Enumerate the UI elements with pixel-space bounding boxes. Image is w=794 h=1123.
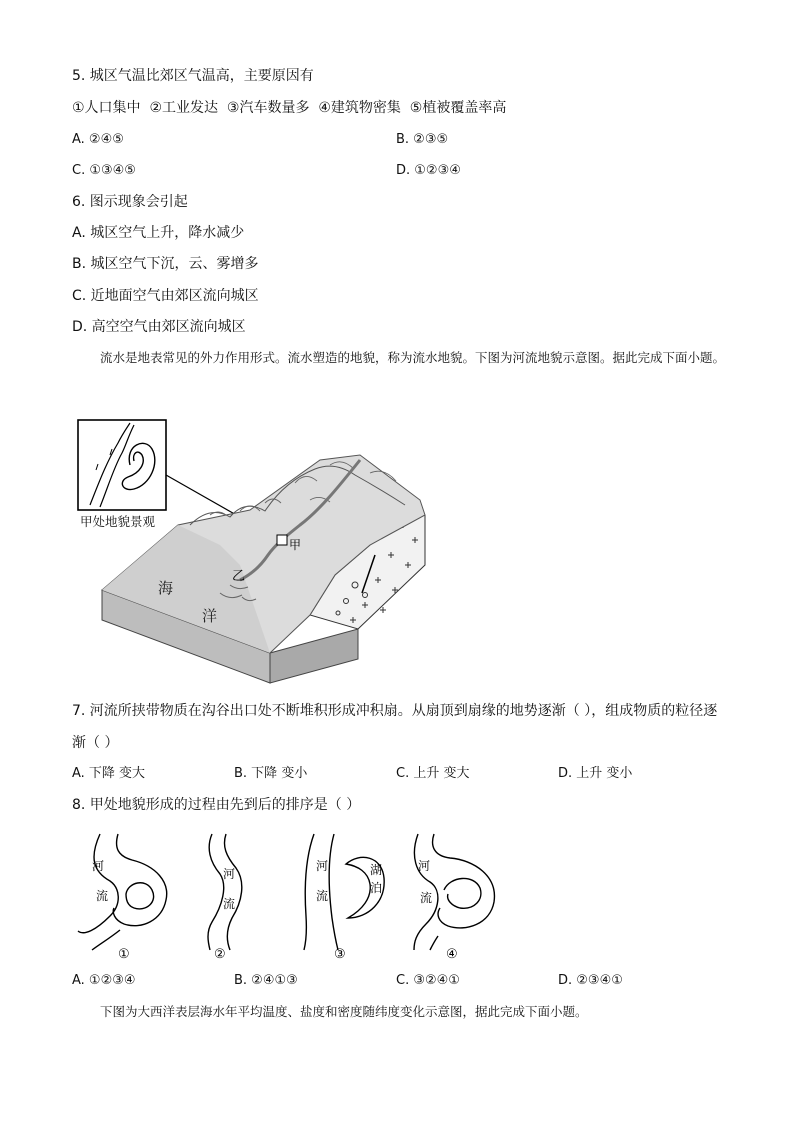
panel-2-label-he: 河 <box>223 867 236 881</box>
q7-option-b: B. 下降 变小 <box>234 766 308 781</box>
q5-factors: ①人口集中 ②工业发达 ③汽车数量多 ④建筑物密集 ⑤植被覆盖率高 <box>72 100 507 116</box>
panel-4-label-he: 河 <box>418 859 431 873</box>
panel-2 <box>208 834 242 962</box>
panel-2-number: ② <box>214 947 226 962</box>
panel-4-label-liu: 流 <box>420 891 433 905</box>
q5-option-b: B. ②③⑤ <box>396 132 449 147</box>
panel-1-label-he: 河 <box>92 859 105 873</box>
panel-3-label-hu: 湖 <box>370 863 383 877</box>
q5-option-a: A. ②④⑤ <box>72 132 124 147</box>
q5-option-d: D. ①②③④ <box>396 163 461 178</box>
meander-sequence-figure <box>70 826 510 966</box>
panel-3 <box>304 834 384 962</box>
q7-stem-line2: 渐（ ） <box>72 735 119 751</box>
inset-caption: 甲处地貌景观 <box>80 514 156 529</box>
panel-3-label-bo: 泊 <box>370 881 383 895</box>
q6-stem: 6. 图示现象会引起 <box>72 194 188 210</box>
q7-option-c: C. 上升 变大 <box>396 766 470 781</box>
intro-paragraph-2: 下图为大西洋表层海水年平均温度、盐度和密度随纬度变化示意图，据此完成下面小题。 <box>100 1004 588 1019</box>
panel-1-number: ① <box>118 947 130 962</box>
label-jia: 甲 <box>289 538 302 552</box>
inset-box <box>78 420 166 510</box>
panel-4 <box>414 834 494 962</box>
q6-option-b: B. 城区空气下沉，云、雾增多 <box>72 256 259 272</box>
river-landform-figure <box>70 415 450 685</box>
panel-1 <box>78 834 167 962</box>
q8-option-c: C. ③②④① <box>396 973 460 988</box>
panel-4-number: ④ <box>446 947 458 962</box>
q7-option-d: D. 上升 变小 <box>558 766 633 781</box>
label-hai: 海 <box>158 579 174 597</box>
jia-marker <box>277 535 287 545</box>
q5-stem: 5. 城区气温比郊区气温高，主要原因有 <box>72 68 314 84</box>
label-yi: 乙 <box>232 569 246 584</box>
q7-stem-line1: 7. 河流所挟带物质在沟谷出口处不断堆积形成冲积扇。从扇顶到扇缘的地势逐渐（ ），组成物质的粒径逐 <box>72 703 718 719</box>
panel-3-label-liu: 流 <box>316 889 329 903</box>
q7-option-a: A. 下降 变大 <box>72 766 146 781</box>
q6-option-d: D. 高空空气由郊区流向城区 <box>72 319 246 335</box>
q6-option-c: C. 近地面空气由郊区流向城区 <box>72 288 259 304</box>
label-yang: 洋 <box>202 607 218 625</box>
q8-option-d: D. ②③④① <box>558 973 623 988</box>
panel-2-label-liu: 流 <box>223 897 236 911</box>
intro-paragraph-1: 流水是地表常见的外力作用形式。流水塑造的地貌，称为流水地貌。下图为河流地貌示意图。据此完成下面小题。 <box>100 350 726 365</box>
q8-option-b: B. ②④①③ <box>234 973 298 988</box>
q8-option-a: A. ①②③④ <box>72 973 136 988</box>
panel-3-number: ③ <box>334 947 346 962</box>
q5-option-c: C. ①③④⑤ <box>72 163 136 178</box>
panel-1-label-liu: 流 <box>96 889 109 903</box>
q8-stem: 8. 甲处地貌形成的过程由先到后的排序是（ ） <box>72 797 361 813</box>
q6-option-a: A. 城区空气上升，降水减少 <box>72 225 245 241</box>
panel-3-label-he: 河 <box>316 859 329 873</box>
